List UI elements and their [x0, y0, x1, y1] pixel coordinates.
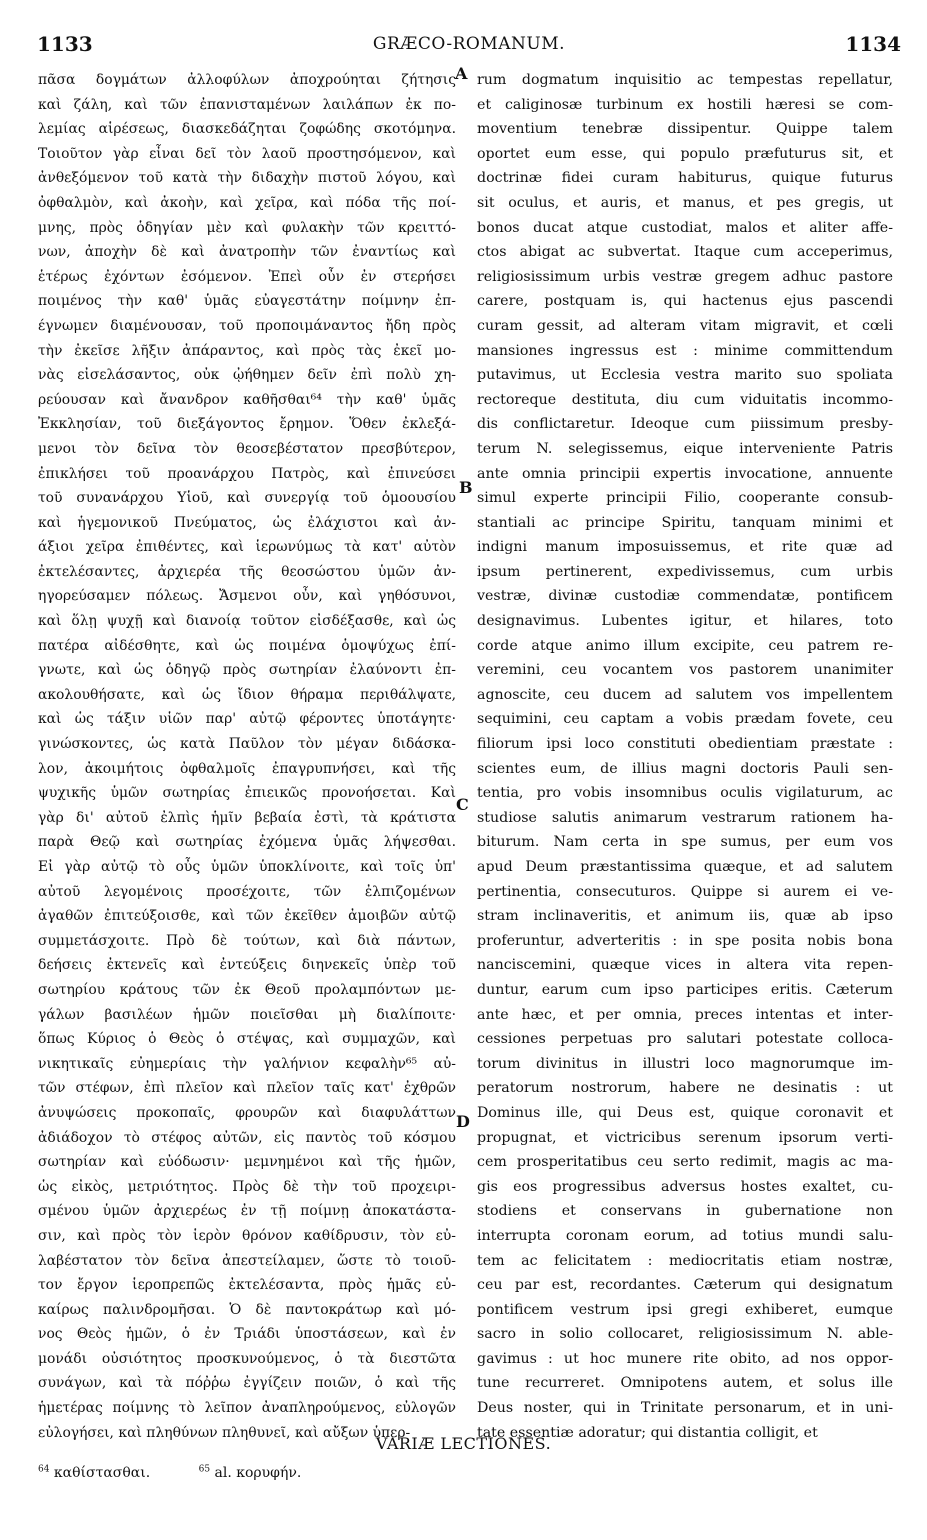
footnote-text: καθίστασθαι. — [53, 1464, 151, 1481]
latin-text-line: stodiens et conservans in gubernatione non — [477, 1203, 893, 1220]
greek-text-line: ἐπικλήσει τοῦ προανάρχου Πατρὸς, καὶ ἐπινεύσει — [38, 465, 456, 482]
greek-text-line: τῶν στέφων, ἐπὶ πλεῖον καὶ πλεῖον ταῖς κατ' ἐχθρῶν — [38, 1080, 456, 1097]
greek-text-line: πατέρα αἰδέσθητε, καὶ ὡς ποιμένα ὁμοψύχως ἐπί- — [38, 637, 456, 654]
greek-text-line: ὀφθαλμὸν, καὶ ἀκοὴν, καὶ χεῖρα, καὶ πόδα τῆς ποί- — [38, 194, 456, 211]
latin-text-line: et caliginosæ turbinum ex hostili hæresi se com- — [477, 96, 893, 113]
latin-text-line: pertinentia, consecuturos. Quippe si aurem ei ve- — [477, 883, 893, 900]
greek-text-line: τον ἔργον ἱεροπρεπῶς ἐκτελέσαντα, πρὸς ἡμᾶς εὐ- — [38, 1277, 456, 1294]
latin-text-line: terum N. selegissemus, eique interveniente Patris — [477, 440, 893, 457]
greek-text-line: γινώσκοντες, ὡς κατὰ Παῦλον τὸν μέγαν διδάσκα- — [38, 736, 456, 753]
greek-text-line: σωτηρίου κράτους τῶν ἐκ Θεοῦ προλαμπόντων με- — [38, 981, 456, 998]
variae-lectiones-heading: VARIÆ LECTIONES. — [375, 1434, 552, 1453]
greek-text-line: γὰρ δι' αὐτοῦ ἐλπὶς ἡμῖν βεβαία ἐστὶ, τὰ κράτιστα — [38, 809, 456, 826]
greek-text-line: σωτηρίαν καὶ εὐόδωσιν· μεμνημένοι καὶ τῆς ἡμῶν, — [38, 1154, 456, 1171]
greek-text-line: Ἐκκλησίαν, τοῦ διεξάγοντος ἔρημον. Ὅθεν ἐκλεξά- — [38, 416, 456, 433]
greek-text-line: μενοι τὸν δεῖνα τὸν θεοσεβέστατον πρεσβύτερον, — [38, 440, 456, 457]
latin-text-line: gavimus : ut hoc munere rite obito, ad nos oppor- — [477, 1350, 893, 1367]
latin-text-line: pontificem vestrum ipsi gregi exhiberet, eumque — [477, 1301, 893, 1318]
greek-text-column — [38, 68, 456, 1445]
greek-text-line: γάλων βασιλέων ἡμῶν ποιεῖσθαι μὴ διαλίποιτε· — [38, 1006, 456, 1023]
greek-text-line: καὶ ἡγεμονικοῦ Πνεύματος, ὡς ἐλάχιστοι καὶ ἀν- — [38, 514, 456, 531]
greek-text-line: νων, ἀποχὴν δὲ καὶ ἀνατροπὴν τῶν ἐναντίως καὶ — [38, 244, 456, 261]
greek-text-line: σμένου ὑμῶν ἀρχιερέως ἐν τῇ ποίμνῃ ἀποκατάστα- — [38, 1203, 456, 1220]
latin-text-line: moventium tenebræ dissipentur. Quippe talem — [477, 121, 893, 138]
section-marker-d: D — [456, 1112, 470, 1131]
latin-text-line: tem ac felicitatem : mediocritatis etiam nostræ, — [477, 1252, 893, 1269]
greek-text-line: ἐκτελέσαντες, ἀρχιερέα τῆς θεοσώστου ὑμῶν ἀν- — [38, 563, 456, 580]
greek-text-line: λαβέστατον τὸν δεῖνα ἀπεστείλαμεν, ὥστε τὸ τοιοῦ- — [38, 1252, 456, 1269]
greek-text-line: νὰς εἰσελάσαντος, οὐκ ᾠήθημεν δεῖν ἐπὶ πολὺ χη- — [38, 367, 456, 384]
latin-text-line: oportet eum esse, qui populo præfuturus sit, et — [477, 145, 893, 162]
footnotes — [38, 1464, 345, 1481]
latin-text-line: doctrinæ fidei curam habiturus, quique futurus — [477, 170, 893, 187]
latin-text-line: proferuntur, adverteritis : in spe posita nobis bona — [477, 932, 893, 949]
latin-text-line: rum dogmatum inquisitio ac tempestas repellatur, — [477, 72, 893, 88]
footnote-text: al. κορυφήν. — [214, 1464, 302, 1481]
latin-text-line: vestræ, divinæ custodiæ commendatæ, pontificem — [477, 588, 893, 605]
greek-text-line: αὐτοῦ λεγομένοις προσέχοιτε, τῶν ἐλπιζομένων — [38, 883, 456, 900]
greek-text-line: ἀγαθῶν ἐπιτεύξοισθε, καὶ τῶν ἐκεῖθεν ἀμοιβῶν αὐτῷ — [38, 908, 456, 925]
page-header — [37, 30, 901, 60]
greek-text-line: καὶ ζάλη, καὶ τῶν ἐπανισταμένων λαιλάπων ἐκ πο- — [38, 96, 456, 113]
latin-text-line: stantiali ac principe Spiritu, tanquam minimi et — [477, 514, 893, 531]
latin-text-line: simul experte principii Filio, cooperante consub- — [477, 490, 893, 507]
latin-text-line: studiose salutis animarum vestrarum rationem ha- — [477, 809, 893, 826]
greek-text-line: Τοιοῦτον γὰρ εἶναι δεῖ τὸν λαοῦ προστησόμενον, καὶ — [38, 145, 456, 162]
section-marker-b: B — [459, 478, 473, 497]
latin-text-line: corde atque animo illum excipite, ceu patrem re- — [477, 637, 893, 654]
greek-text-line: ακολουθήσατε, καὶ ὡς ἴδιον θήραμα περιθάλψατε, — [38, 686, 456, 703]
latin-text-line: cem prosperitatibus ceu serto redimit, magis ac ma- — [477, 1154, 893, 1171]
latin-text-line: ante hæc, et per omnia, preces intentas et inter- — [477, 1006, 893, 1023]
greek-text-line: ψυχικῆς ὑμῶν σωτηρίας ἐπιεικῶς προνοήσεται. Καὶ — [38, 785, 456, 802]
greek-text-line: παρὰ Θεῷ καὶ σωτηρίας ἐχόμενα ὑμᾶς λήψεσθαι. — [38, 834, 456, 851]
section-marker-a: A — [455, 64, 468, 83]
latin-text-column — [477, 68, 893, 1445]
greek-text-line: πᾶσα δογμάτων ἀλλοφύλων ἀποχρούηται ζήτησις — [38, 72, 456, 88]
latin-text-line: bonos ducat atque custodiat, malos et aliter affe- — [477, 219, 893, 236]
footnote-number: 65 — [198, 1464, 211, 1474]
greek-text-line: Εἰ γὰρ αὐτῷ τὸ οὖς ὑμῶν ὑποκλίνοιτε, καὶ τοῖς ὑπ' — [38, 859, 456, 875]
latin-text-line: ceu par est, recordantes. Cæterum qui designatum — [477, 1277, 893, 1294]
latin-text-line: ipsum pertinerent, expedivissemus, cum urbis — [477, 563, 893, 580]
greek-text-line: νος Θεὸς ἡμῶν, ὁ ἐν Τριάδι ὑποστάσεων, καὶ ἐν — [38, 1326, 456, 1343]
latin-text-line: cessiones perpetuas pro salutari potestate colloca- — [477, 1031, 893, 1048]
greek-text-line: τοῦ συνανάρχου Υἱοῦ, καὶ συνεργίᾳ τοῦ ὁμοουσίου — [38, 490, 456, 507]
latin-text-line: mansiones ingressus est : minime committendum — [477, 342, 893, 359]
latin-text-line: veremini, ceu vocantem vos pastorem unanimiter — [477, 662, 893, 679]
greek-text-line: συνάγων, καὶ τὰ πόῤῥω ἐγγίζειν ποιῶν, ὁ καὶ τῆς — [38, 1375, 456, 1392]
greek-text-line: ἀδιάδοχον τὸ στέφος αὐτῶν, εἰς παντὸς τοῦ κόσμου — [38, 1129, 456, 1146]
latin-text-line: sequimini, ceu captam a vobis prædam fovete, ceu — [477, 711, 893, 728]
latin-text-line: ctos abigat ac subvertat. Itaque cum acceperimus, — [477, 244, 893, 261]
latin-text-line: peratorum nostrorum, habere ne desinatis : ut — [477, 1080, 893, 1097]
greek-text-line: γνωτε, καὶ ὡς ὁδηγῷ πρὸς σωτηρίαν ἐλαύνοντι ἐπ- — [38, 662, 456, 679]
footnote-number: 64 — [38, 1464, 50, 1474]
latin-text-line: filiorum ipsi loco constituti obedientiam præstate : — [477, 736, 893, 753]
latin-text-line: tune recurreret. Omnipotens autem, et solus ille — [477, 1375, 893, 1392]
latin-text-line: tate essentiæ adoratur; qui distantia colligit, et — [477, 1424, 818, 1441]
greek-text-line: δεήσεις ἐκτενεῖς καὶ ἐντεύξεις διηνεκεῖς ὑπὲρ τοῦ — [38, 957, 456, 974]
latin-text-line: stram inclinaveritis, et animum iis, quæ ab ipso — [477, 908, 893, 925]
greek-text-line: ἀνυψώσεις προκοπαῖς, φρουρῶν καὶ διαφυλάττων — [38, 1104, 456, 1121]
footnote-64 — [38, 1465, 172, 1481]
greek-text-line: σιν, καὶ πρὸς τὸν ἱερὸν θρόνον καθίδρυσιν, τὸν εὐ- — [38, 1227, 456, 1244]
latin-text-line: gis eos progressibus adversus hostes exaltet, cu- — [477, 1178, 893, 1195]
greek-text-line: ἀνθεξόμενον τοῦ κατὰ τὴν διδαχὴν πιστοῦ λόγου, καὶ — [38, 170, 456, 187]
latin-text-line: dis conflictaretur. Ideoque cum piissimum presby- — [477, 416, 893, 433]
latin-text-line: Deus noster, qui in Trinitate personarum, et in uni- — [477, 1400, 893, 1417]
greek-text-line: εὐλογήσει, καὶ πληθύνων πληθυνεῖ, καὶ αὔξων ὑπερ- — [38, 1424, 411, 1441]
latin-text-line: religiosissimum urbis vestræ gregem adhuc pastore — [477, 268, 893, 285]
latin-text-line: carere, postquam is, qui hactenus ejus pascendi — [477, 293, 893, 310]
latin-text-line: apud Deum præstantissima quæque, et ad salutem — [477, 859, 893, 875]
page-number-right: 1134 — [845, 32, 901, 56]
greek-text-line: καὶ ὡς τάξιν υἱῶν παρ' αὐτῷ φέροντες ὑποτάγητε· — [38, 711, 456, 728]
latin-text-line: torum divinitus in illustri loco magnorumque im- — [477, 1055, 893, 1072]
footnote-65 — [199, 1465, 324, 1481]
latin-text-line: nanciscemini, quæque vices in altera vita repen- — [477, 957, 893, 974]
greek-text-line: νικητικαῖς εὐημερίαις τὴν γαλήνιον κεφαλὴν⁶⁵ αὐ- — [38, 1055, 456, 1072]
latin-text-line: ante omnia principii expertis invocatione, annuente — [477, 465, 893, 482]
greek-text-line: ηγορεύσαμεν πόλεως. Ἄσμενοι οὖν, καὶ γηθόσυνοι, — [38, 588, 456, 605]
greek-text-line: ὅπως Κύριος ὁ Θεὸς ὁ στέψας, καὶ συμμαχῶν, καὶ — [38, 1031, 456, 1048]
latin-text-line: designavimus. Lubentes igitur, et hilares, toto — [477, 613, 893, 630]
latin-text-line: indigni manum imposuissemus, et rite quæ ad — [477, 539, 893, 556]
greek-text-line: καίρως παλινδρομῆσαι. Ὁ δὲ παντοκράτωρ καὶ μό- — [38, 1301, 456, 1318]
latin-text-line: rectoreque destituta, diu cum viduitatis incommo- — [477, 391, 893, 408]
greek-text-line: μνης, πρὸς ὁδηγίαν μὲν καὶ φυλακὴν τῶν κρειττό- — [38, 219, 456, 236]
greek-text-line: έγνωμεν διαμένουσαν, τοῦ προποιμάναντος ἤδη πρὸς — [38, 317, 456, 334]
greek-text-line: ἡμετέρας ποίμνης τὸ λεῖπον ἀναπληρούμενος, εὐλογῶν — [38, 1400, 456, 1417]
latin-text-line: sacro in solio collocaret, religiosissimum N. able- — [477, 1326, 893, 1343]
running-title: GRÆCO-ROMANUM. — [372, 34, 566, 54]
greek-text-line: ρεύουσαν καὶ ἄνανδρον καθῆσθαι⁶⁴ τὴν καθ' ὑμᾶς — [38, 391, 456, 408]
latin-text-line: putavimus, ut Ecclesia vestra marito suo spoliata — [477, 367, 893, 384]
greek-text-line: λεμίας αἱρέσεως, διασκεδάζηται ζοφώδης σκοτόμηνα. — [38, 121, 456, 138]
latin-text-line: propugnat, et victricibus serenum ipsorum verti- — [477, 1129, 893, 1146]
greek-text-line: καὶ ὅλῃ ψυχῇ καὶ διανοίᾳ τοῦτον εἰσδέξασθε, καὶ ὡς — [38, 613, 456, 630]
latin-text-line: agnoscite, ceu ducem ad salutem vos impellentem — [477, 686, 893, 703]
greek-text-line: λον, ἀκοιμήτοις ὀφθαλμοῖς ἐπαγρυπνήσει, καὶ τῆς — [38, 760, 456, 777]
latin-text-line: tentia, pro vobis insomnibus oculis vigilaturum, ac — [477, 785, 893, 802]
latin-text-line: curam gessit, ad alteram vitam migravit, et cœli — [477, 317, 893, 334]
greek-text-line: συμμετάσχοιτε. Πρὸ δὲ τούτων, καὶ διὰ πάντων, — [38, 932, 456, 949]
latin-text-line: scientes eum, de illius magni doctoris Pauli sen- — [477, 760, 893, 777]
greek-text-line: ὡς εἰκὸς, μετριότητος. Πρὸς δὲ τὴν τοῦ προχειρι- — [38, 1178, 456, 1195]
greek-text-line: τὴν ἐκεῖσε λῆξιν ἀπάραντος, καὶ πρὸς τὰς ἐκεῖ μο- — [38, 342, 456, 359]
page-number-left: 1133 — [37, 32, 93, 56]
latin-text-line: duntur, earum cum ipso participes eritis. Cæterum — [477, 981, 893, 998]
greek-text-line: άξιοι χεῖρα ἐπιθέντες, καὶ ἱερωνύμως τὰ κατ' αὐτὸν — [38, 539, 456, 556]
greek-text-line: ποιμένος τὴν καθ' ὑμᾶς εὐαγεστάτην ποίμνην ἐπ- — [38, 293, 456, 310]
latin-text-line: Dominus ille, qui Deus est, quique coronavit et — [477, 1104, 893, 1121]
latin-text-line: interrupta coronam eorum, ad totius mundi salu- — [477, 1227, 893, 1244]
latin-text-line: sit oculus, et auris, et manus, et pes gregis, ut — [477, 194, 893, 211]
greek-text-line: ἑτέρως ἐχόντων ἐσόμενον. Ἐπεὶ οὖν ἐν στερήσει — [38, 268, 456, 285]
latin-text-line: biturum. Nam certa in spe sumus, per eum vos — [477, 834, 893, 851]
greek-text-line: μονάδι οὐσιότητος προσκυνούμενος, ὁ τὰ διεστῶτα — [38, 1350, 456, 1367]
section-marker-c: C — [456, 795, 469, 814]
